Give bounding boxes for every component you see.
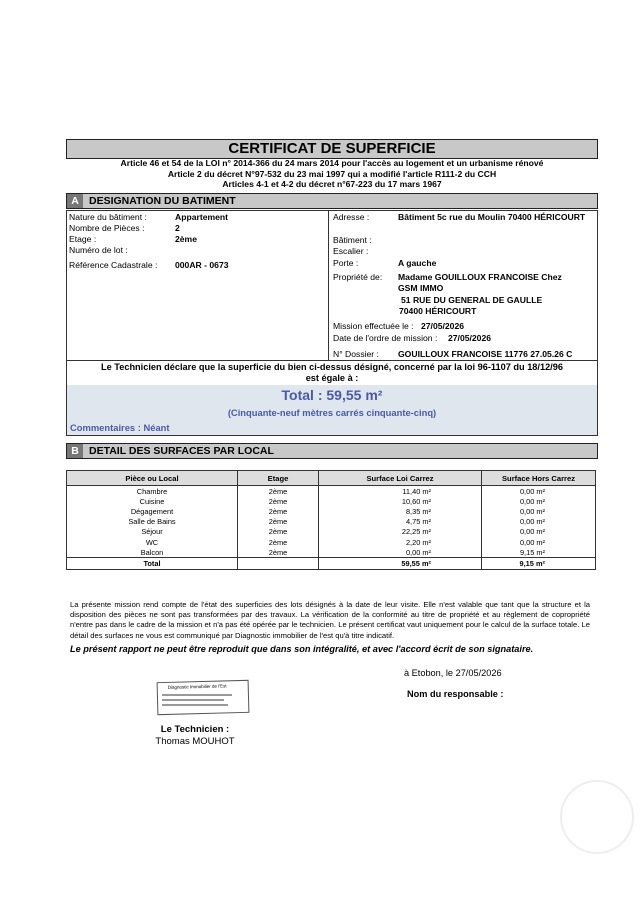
comments: Commentaires : Néant [70,422,170,433]
table-row [67,537,596,547]
section-a-header [66,193,598,209]
adresse-label: Adresse : [333,212,370,222]
floor-cell: 2ème [238,527,319,537]
total-surface: Total : 59,55 m² [281,387,383,403]
carrez-cell: 4,75 m² [319,517,482,527]
table-row [67,517,596,527]
technician-block [140,724,250,747]
section-b-header [66,443,598,459]
total-hors-carrez-cell: 9,15 m² [482,558,596,569]
mission-value: 27/05/2026 [421,321,465,331]
mission-label: Mission effectuée le : [333,321,414,331]
table-row [67,486,596,497]
total-carrez-cell: 59,55 m² [319,558,482,569]
hors-carrez-cell: 0,00 m² [482,537,596,547]
floor-cell: 2ème [238,537,319,547]
column-header: Surface Hors Carrez [482,471,596,486]
field-label: Nature du bâtiment : [69,212,147,222]
ordre-mission-value: 27/05/2026 [448,333,492,343]
stamp-line [162,694,232,696]
field-label: Numéro de lot : [69,245,128,255]
table-row [67,527,596,537]
company-stamp [157,680,250,715]
field-value: 2 [175,223,180,233]
floor-cell: 2ème [238,486,319,497]
section-title: DESIGNATION DU BATIMENT [89,195,236,207]
technician-name: Thomas MOUHOT [155,735,235,747]
declaration-line: est égale à : [305,373,359,383]
carrez-cell: 11,40 m² [319,486,482,497]
table-header-row [67,471,596,486]
field-row [69,234,324,245]
place-date: à Etobon, le 27/05/2026 [404,668,502,678]
stamp-text: Diagnostic Immobilier de l'Est [167,683,227,690]
table-row [67,506,596,516]
ordre-mission-label: Date de l'ordre de mission : [333,333,438,343]
floor-cell: 2ème [238,496,319,506]
room-cell: Chambre [67,486,238,497]
table-total-row [67,558,596,569]
field-value: Appartement [175,212,229,222]
document-title: CERTIFICAT DE SUPERFICIE [66,139,598,159]
carrez-cell: 2,20 m² [319,537,482,547]
column-header: Surface Loi Carrez [319,471,482,486]
hors-carrez-cell: 0,00 m² [482,506,596,516]
room-cell: Cuisine [67,496,238,506]
adresse-value: Bâtiment 5c rue du Moulin 70400 HÉRICOURT [398,212,586,222]
hors-carrez-cell: 0,00 m² [482,496,596,506]
column-divider [328,210,329,360]
field-row [69,223,324,234]
porte-value: A gauche [398,258,437,268]
section-title: DETAIL DES SURFACES PAR LOCAL [89,445,274,457]
column-header: Pièce ou Local [67,471,238,486]
article-line: Articles 4-1 et 4-2 du décret n°67-223 du 17 mars 1967 [222,179,442,189]
hors-carrez-cell: 9,15 m² [482,547,596,558]
carrez-cell: 0,00 m² [319,547,482,558]
floor-cell: 2ème [238,517,319,527]
batiment-label: Bâtiment : [333,235,372,245]
stamp-line [162,699,224,701]
field-row [69,212,324,223]
responsable-label: Nom du responsable : [407,689,504,699]
field-row [69,260,324,271]
porte-label: Porte : [333,258,359,268]
field-row [69,245,324,256]
room-cell: WC [67,537,238,547]
hors-carrez-cell: 0,00 m² [482,517,596,527]
article-line: Article 2 du décret N°97-532 du 23 mai 1997 qui a modifié l'article R111-2 du CCH [167,168,497,179]
proprietaire-address-line1: 51 RUE DU GENERAL DE GAULLE [401,295,543,305]
room-cell: Salle de Bains [67,517,238,527]
total-label-cell: Total [67,558,238,569]
article-line: Article 46 et 54 de la LOI n° 2014-366 du 24 mars 2014 pour l'accès au logement et un urbanisme rénové [120,158,544,168]
declaration-line: Le Technicien déclare que la superficie du bien ci-dessus désigné, concerné par la loi 96-1107 du 18/12/96 [101,362,563,372]
carrez-cell: 22,25 m² [319,527,482,537]
proprietaire-label: Propriété de: [333,272,383,282]
room-cell: Balcon [67,547,238,558]
carrez-cell: 10,60 m² [319,496,482,506]
dossier-label: N° Dossier : [333,349,379,359]
escalier-label: Escalier : [333,246,369,256]
total-surface-words: (Cinquante-neuf mètres carrés cinquante-cinq) [227,407,437,418]
field-label: Référence Cadastrale : [69,260,158,270]
room-cell: Séjour [67,527,238,537]
hors-carrez-cell: 0,00 m² [482,527,596,537]
table-row [67,547,596,558]
floor-cell: 2ème [238,547,319,558]
field-label: Nombre de Pièces : [69,223,145,233]
watermark-seal [560,780,634,854]
table-row [67,496,596,506]
hors-carrez-cell: 0,00 m² [482,486,596,497]
room-cell: Dégagement [67,506,238,516]
section-letter: A [67,194,83,208]
dossier-value: GOUILLOUX FRANCOISE 11776 27.05.26 C [398,349,573,359]
reproduction-warning: Le présent rapport ne peut être reproduit que dans son intégralité, et avec l'accord écrit de son signataire. [70,644,534,654]
declaration-text [66,362,598,384]
field-value: 000AR - 0673 [175,260,229,270]
legal-articles [66,158,598,190]
stamp-line [162,704,228,706]
building-left-column [69,212,324,271]
section-letter: B [67,444,83,458]
proprietaire-value: Madame GOUILLOUX FRANCOISE Chez GSM IMMO [398,272,562,293]
surfaces-table [66,470,596,570]
proprietaire-address-line2: 70400 HÉRICOURT [399,306,477,316]
total-floor-cell [238,558,319,569]
field-label: Etage : [69,234,97,244]
field-value: 2ème [175,234,197,244]
notice-paragraph: La présente mission rend compte de l'état des superficies des lots désignés à la date de leur visite. Elle n'est valable que tant que la structure et la disposition des pièces ne sont pas transformées par des travaux. La vérification de la conformité au titre de propriété et au règlement de copropriété n'entre pas dans le cadre de la mission et n'a pas été opérée par le technicien. Le présent certificat vaut uniquement pour le calcul de la surface totale. Le détail des surfaces ne vous est communiqué par Diagnostic immobilier de l'est qu'à titre indicatif. [70,600,590,640]
carrez-cell: 8,35 m² [319,506,482,516]
technician-label: Le Technicien : [160,724,230,735]
floor-cell: 2ème [238,506,319,516]
column-header: Etage [238,471,319,486]
